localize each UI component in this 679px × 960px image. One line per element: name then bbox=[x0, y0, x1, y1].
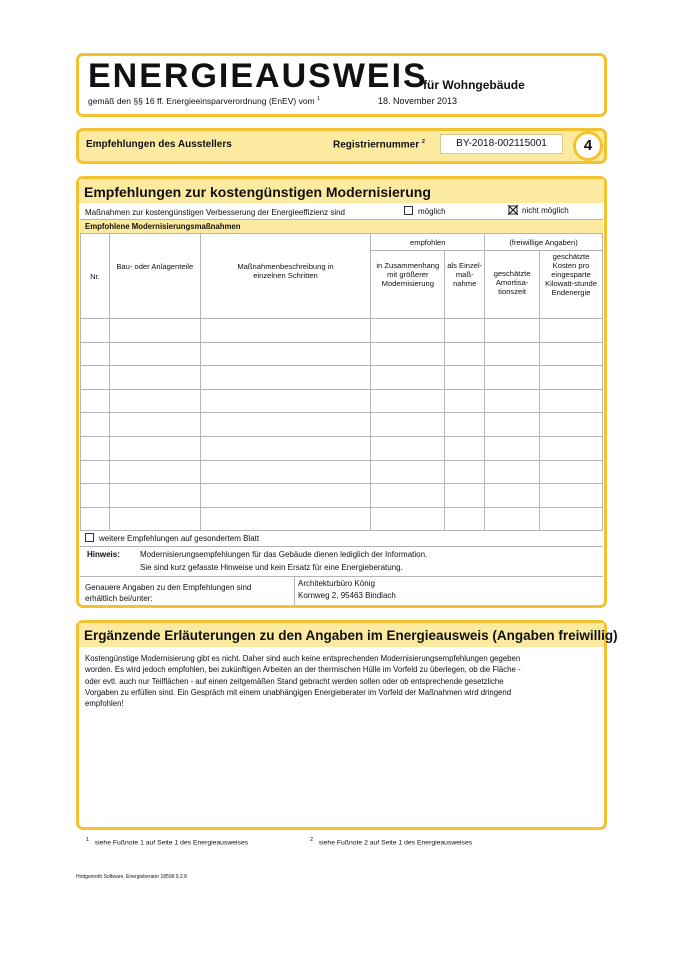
col-group-recommended: empfohlen bbox=[371, 234, 485, 251]
table-cell[interactable] bbox=[371, 413, 445, 437]
checkbox-possible[interactable] bbox=[404, 206, 413, 215]
table-cell[interactable] bbox=[540, 366, 603, 390]
table-cell[interactable] bbox=[485, 484, 540, 508]
table-cell[interactable] bbox=[371, 319, 445, 343]
table-row bbox=[81, 460, 603, 484]
software-note: Hottgenroth Software, Energieberater 18599 9.2.8 bbox=[76, 874, 187, 880]
registry-label bbox=[333, 139, 425, 150]
measures-table bbox=[80, 233, 603, 531]
table-row bbox=[81, 507, 603, 531]
contact-label: Genauere Angaben zu den Empfehlungen sind erhältlich bei/unter: bbox=[85, 583, 252, 603]
table-cell[interactable] bbox=[109, 507, 200, 531]
table-cell[interactable] bbox=[540, 389, 603, 413]
table-cell[interactable] bbox=[200, 507, 371, 531]
col-header-amortization: geschätzte Amortisa-tionszeit bbox=[485, 251, 540, 319]
footnote-text: siehe Fußnote 2 auf Seite 1 des Energieausweises bbox=[318, 839, 473, 847]
table-cell[interactable] bbox=[81, 507, 110, 531]
contact-name: Architekturbüro König bbox=[298, 579, 375, 588]
col-header-component: Bau- oder Anlagenteile bbox=[109, 234, 200, 319]
page-number-badge: 4 bbox=[573, 131, 603, 161]
explanation-line: Kostengünstige Modernisierung gibt es nicht. Daher sind auch keine entsprechenden Modernisierungsempfehlungen gegeben bbox=[85, 654, 521, 663]
table-cell[interactable] bbox=[109, 413, 200, 437]
explanation-line: empfohlen! bbox=[85, 699, 124, 709]
option-possible-label: möglich bbox=[418, 207, 446, 216]
divider bbox=[294, 576, 295, 605]
regulation-text: gemäß den §§ 16 ff. Energieeinsparverordnung (EnEV) vom bbox=[88, 96, 315, 106]
table-cell[interactable] bbox=[109, 342, 200, 366]
table-cell[interactable] bbox=[371, 389, 445, 413]
table-cell[interactable] bbox=[485, 366, 540, 390]
table-cell[interactable] bbox=[200, 342, 371, 366]
col-header-cost: geschätzte Kosten pro eingesparte Kilowatt-stunde Endenergie bbox=[540, 251, 603, 319]
table-row bbox=[81, 342, 603, 366]
footnote-mark: 2 bbox=[310, 837, 314, 843]
table-cell[interactable] bbox=[371, 342, 445, 366]
table-cell[interactable] bbox=[371, 366, 445, 390]
table-row bbox=[81, 366, 603, 390]
option-possible[interactable] bbox=[404, 207, 446, 216]
footnote-mark: 2 bbox=[421, 139, 425, 145]
contact-address: Kornweg 2, 95463 Bindlach bbox=[298, 591, 396, 600]
table-cell[interactable] bbox=[540, 319, 603, 343]
document-title: ENERGIEAUSWEIS bbox=[88, 57, 428, 95]
table-row bbox=[81, 389, 603, 413]
table-cell[interactable] bbox=[445, 366, 485, 390]
note-line-2: Sie sind kurz gefasste Hinweise und kein Ersatz für eine Energieberatung. bbox=[140, 563, 403, 572]
document-title-suffix: für Wohngebäude bbox=[423, 78, 525, 92]
table-cell[interactable] bbox=[81, 413, 110, 437]
table-cell[interactable] bbox=[540, 413, 603, 437]
footnote-mark: 1 bbox=[86, 837, 90, 843]
table-cell[interactable] bbox=[445, 484, 485, 508]
option-not-possible[interactable] bbox=[508, 206, 569, 216]
col-group-voluntary: (freiwillige Angaben) bbox=[485, 234, 603, 251]
table-cell[interactable] bbox=[371, 484, 445, 508]
regulation-date: 18. November 2013 bbox=[378, 96, 458, 106]
recommendations-heading: Empfehlungen zur kostengünstigen Modernisierung bbox=[84, 184, 431, 200]
table-row bbox=[81, 484, 603, 508]
table-cell[interactable] bbox=[445, 342, 485, 366]
footnote-mark: 1 bbox=[317, 96, 321, 103]
table-cell[interactable] bbox=[445, 389, 485, 413]
regulation-subtitle bbox=[88, 96, 320, 106]
table-cell[interactable] bbox=[81, 436, 110, 460]
table-title: Empfohlene Modernisierungsmaßnahmen bbox=[85, 222, 241, 231]
col-header-single: als Einzel-maß-nahme bbox=[445, 251, 485, 319]
table-cell[interactable] bbox=[109, 484, 200, 508]
option-not-possible-label: nicht möglich bbox=[522, 206, 569, 216]
table-cell[interactable] bbox=[540, 484, 603, 508]
table-cell[interactable] bbox=[445, 507, 485, 531]
footnote-text: siehe Fußnote 1 auf Seite 1 des Energieausweises bbox=[94, 839, 249, 847]
table-cell[interactable] bbox=[485, 319, 540, 343]
checkbox-not-possible-checked-icon[interactable] bbox=[508, 205, 518, 215]
table-cell[interactable] bbox=[445, 413, 485, 437]
table-cell[interactable] bbox=[445, 436, 485, 460]
table-cell[interactable] bbox=[81, 319, 110, 343]
table-cell[interactable] bbox=[540, 507, 603, 531]
table-cell[interactable] bbox=[445, 319, 485, 343]
table-cell[interactable] bbox=[109, 460, 200, 484]
table-cell[interactable] bbox=[81, 460, 110, 484]
table-cell[interactable] bbox=[109, 436, 200, 460]
table-cell[interactable] bbox=[371, 436, 445, 460]
registry-number: BY-2018-002115001 bbox=[440, 134, 563, 154]
table-cell[interactable] bbox=[109, 389, 200, 413]
table-cell[interactable] bbox=[200, 460, 371, 484]
measures-question: Maßnahmen zur kostengünstigen Verbesserung der Energieeffizienz sind bbox=[85, 208, 346, 217]
table-cell[interactable] bbox=[485, 436, 540, 460]
table-cell[interactable] bbox=[200, 436, 371, 460]
table-cell[interactable] bbox=[540, 342, 603, 366]
table-cell[interactable] bbox=[485, 460, 540, 484]
table-cell[interactable] bbox=[200, 319, 371, 343]
explanations-text bbox=[85, 653, 600, 709]
section-label: Empfehlungen des Ausstellers bbox=[86, 139, 232, 150]
table-cell[interactable] bbox=[485, 389, 540, 413]
table-row bbox=[81, 319, 603, 343]
table-row bbox=[81, 436, 603, 460]
table-cell[interactable] bbox=[81, 484, 110, 508]
table-cell[interactable] bbox=[540, 460, 603, 484]
explanation-line: oder evtl. auch nur Teilflächen - auf einen zeitgemäßen Stand gebracht werden sollen oder ob entsprechende gesetzliche bbox=[85, 676, 504, 686]
table-cell[interactable] bbox=[200, 484, 371, 508]
table-cell[interactable] bbox=[485, 507, 540, 531]
table-cell[interactable] bbox=[81, 342, 110, 366]
table-cell[interactable] bbox=[81, 366, 110, 390]
table-cell[interactable] bbox=[81, 389, 110, 413]
explanation-line: worden. Es wird jedoch empfohlen, bei zukünftigen Arbeiten an der thermischen Hülle im Vorfeld zu überlegen, ob die Fläche - bbox=[85, 665, 521, 675]
table-cell[interactable] bbox=[485, 342, 540, 366]
footnote-1 bbox=[86, 837, 248, 846]
further-recommendations[interactable] bbox=[85, 534, 259, 543]
table-cell[interactable] bbox=[445, 460, 485, 484]
table-cell[interactable] bbox=[371, 460, 445, 484]
explanations-box bbox=[76, 620, 607, 830]
note-label: Hinweis: bbox=[87, 550, 120, 559]
col-header-nr: Nr. bbox=[81, 234, 110, 319]
divider bbox=[80, 576, 603, 577]
col-header-description: Maßnahmenbeschreibung in einzelnen Schritten bbox=[200, 234, 371, 319]
table-cell[interactable] bbox=[200, 366, 371, 390]
registry-label-text: Registriernummer bbox=[333, 139, 420, 151]
table-cell[interactable] bbox=[200, 413, 371, 437]
checkbox-further-recommendations[interactable] bbox=[85, 533, 94, 542]
table-cell[interactable] bbox=[485, 413, 540, 437]
col-header-in-context: in Zusammenhang mit größerer Modernisierung bbox=[371, 251, 445, 319]
table-cell[interactable] bbox=[371, 507, 445, 531]
further-recommendations-label: weitere Empfehlungen auf gesondertem Blatt bbox=[99, 534, 260, 543]
table-cell[interactable] bbox=[109, 366, 200, 390]
note-line-1: Modernisierungsempfehlungen für das Gebäude dienen lediglich der Information. bbox=[140, 550, 428, 559]
explanation-line: Vorgaben zu erfüllen sind. Ein Gespräch mit einem unabhängigen Energieberater im Vorfeld der Maßnahmen wird dringend bbox=[85, 687, 512, 697]
explanations-heading: Ergänzende Erläuterungen zu den Angaben im Energieausweis (Angaben freiwillig) bbox=[84, 628, 618, 643]
table-cell[interactable] bbox=[540, 436, 603, 460]
table-row bbox=[81, 413, 603, 437]
footnote-2 bbox=[310, 837, 472, 846]
table-cell[interactable] bbox=[109, 319, 200, 343]
divider bbox=[80, 546, 603, 547]
table-cell[interactable] bbox=[200, 389, 371, 413]
